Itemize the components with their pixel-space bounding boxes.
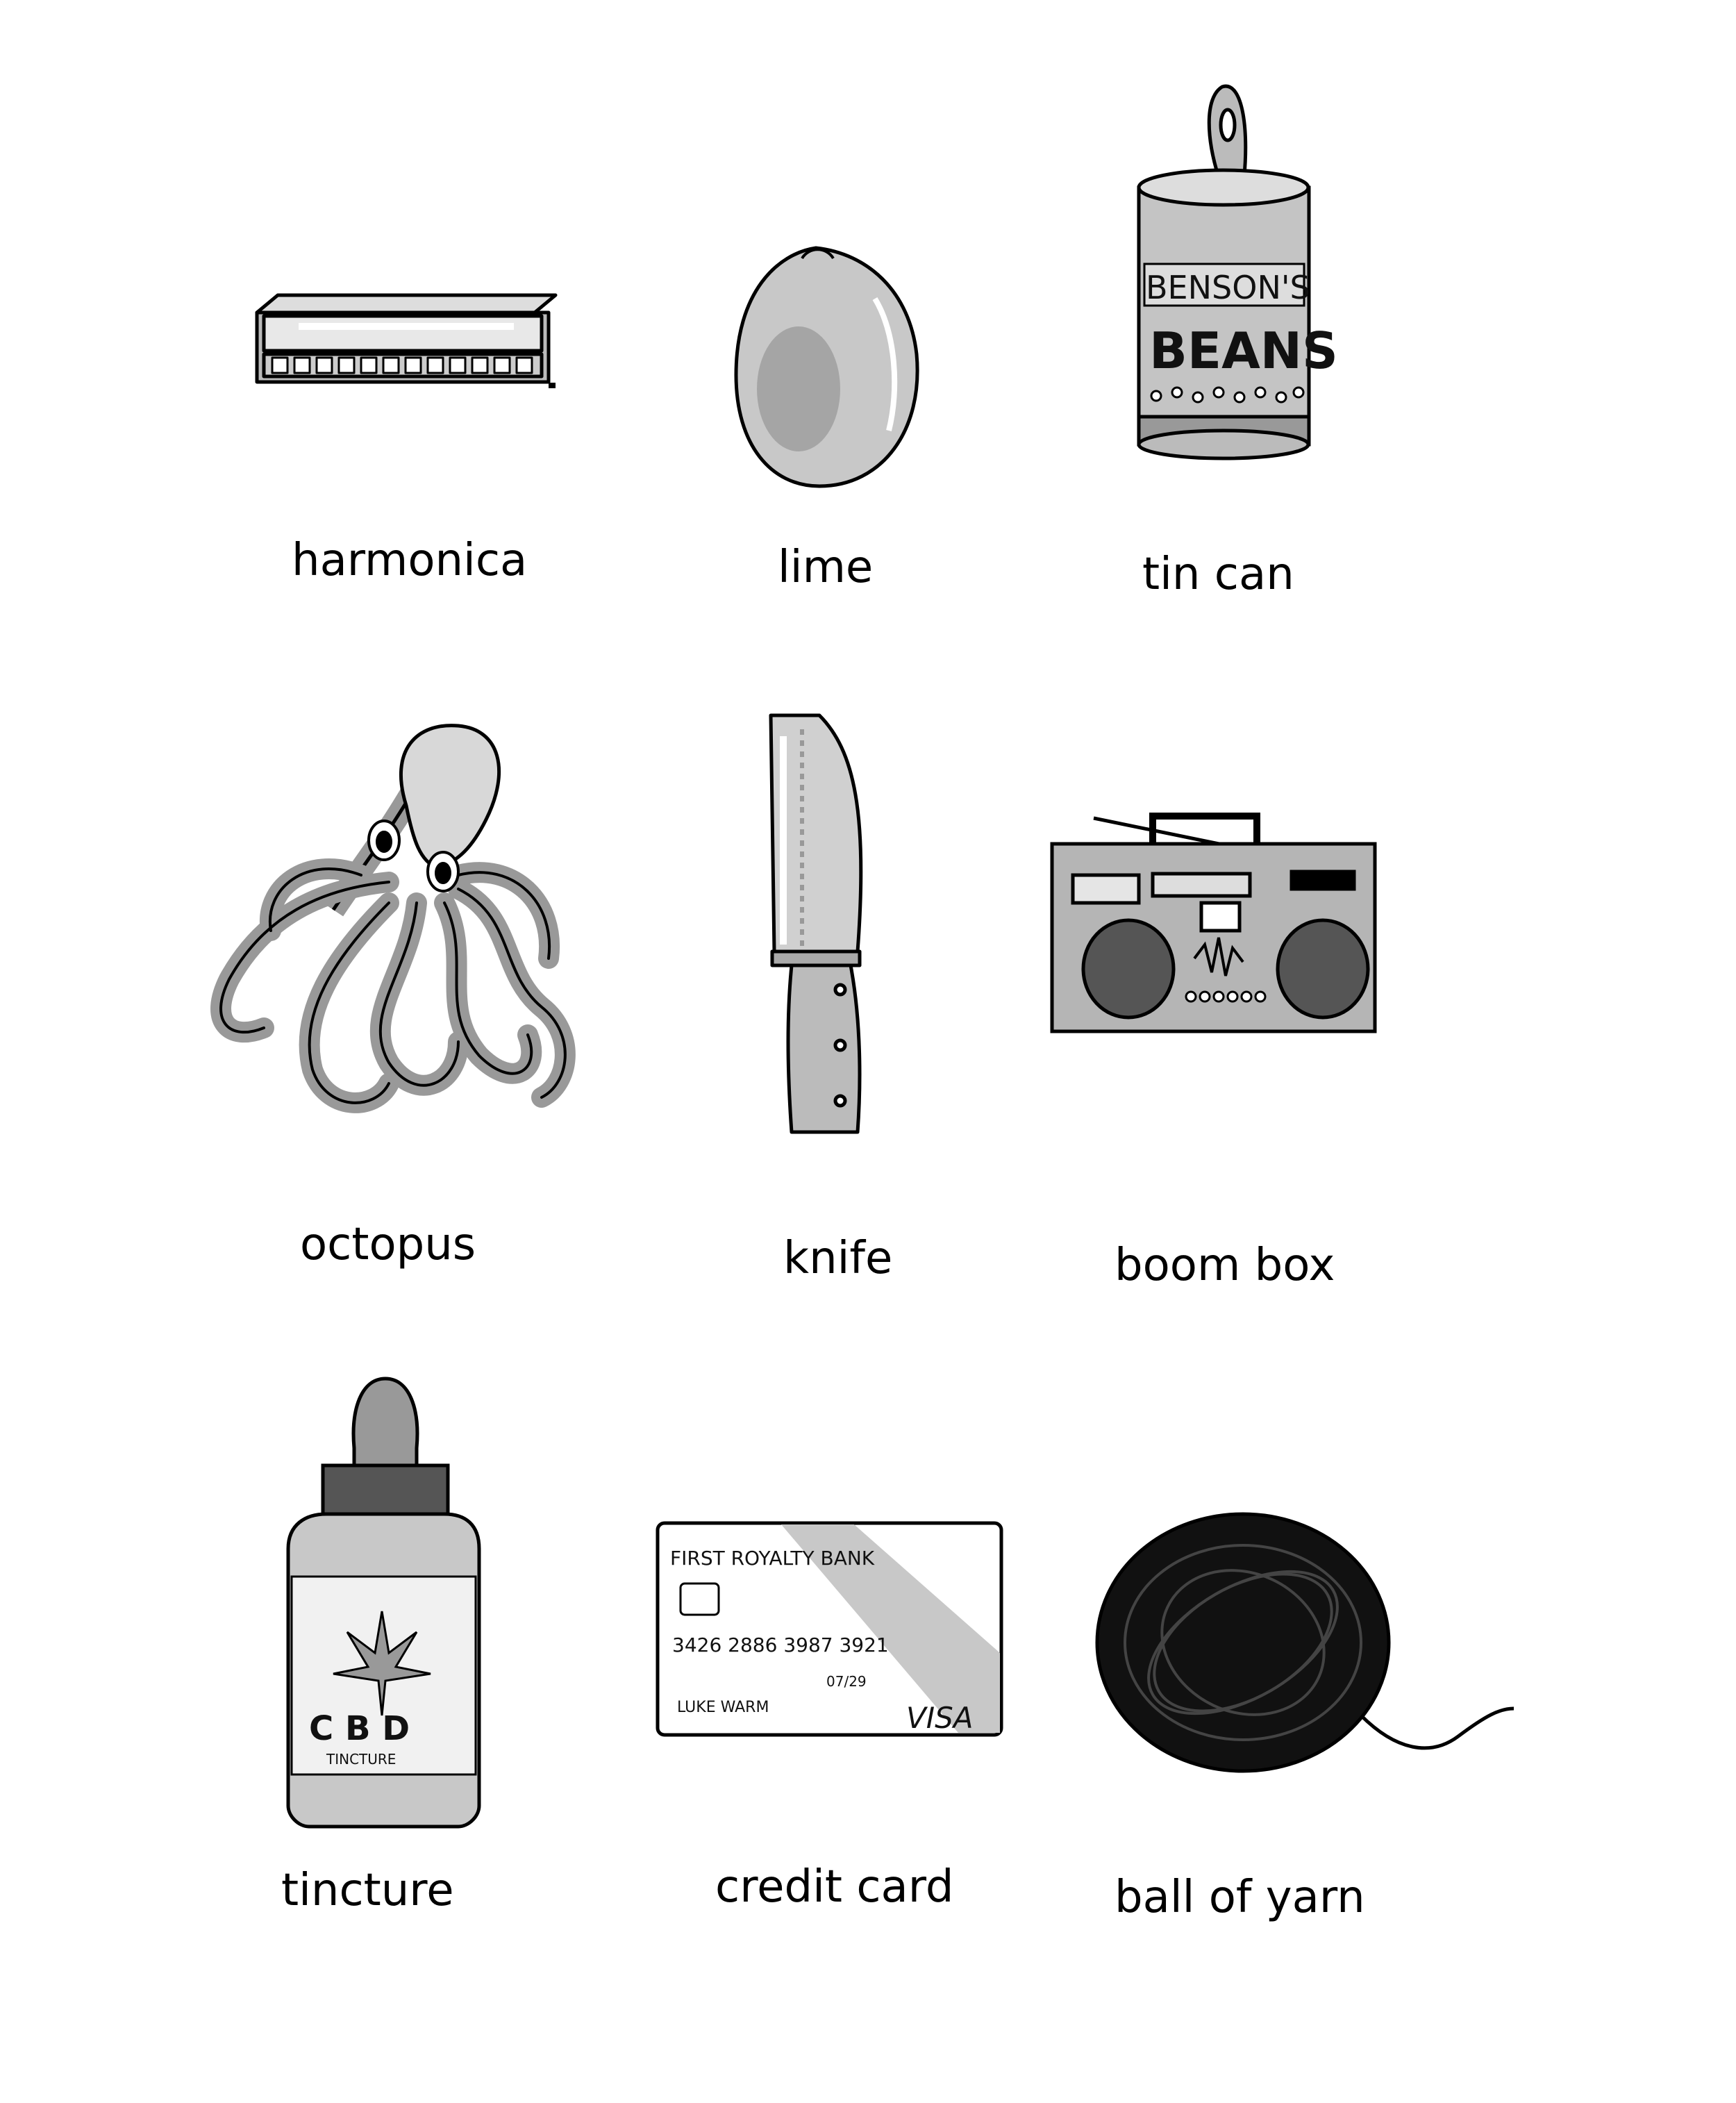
item-label-lime: lime	[778, 542, 874, 593]
can-label-beans: BEANS	[1149, 322, 1338, 380]
item-label-knife: knife	[783, 1233, 893, 1284]
card-network-logo: VISA	[906, 1701, 974, 1735]
item-label-tincture: tincture	[281, 1865, 454, 1916]
tincture-sub-text: TINCTURE	[326, 1751, 397, 1768]
item-label-boom-box: boom box	[1115, 1240, 1335, 1291]
card-bank-name: FIRST ROYALTY BANK	[670, 1547, 875, 1570]
card-number: 3426 2886 3987 3921	[672, 1634, 889, 1656]
card-holder-name: LUKE WARM	[677, 1699, 769, 1716]
card-expiry: 07/29	[826, 1673, 867, 1690]
tincture-cbd-text: C B D	[309, 1709, 410, 1748]
item-label-credit-card: credit card	[715, 1861, 954, 1913]
item-label-ball-of-yarn: ball of yarn	[1115, 1872, 1365, 1923]
can-label-benson: BENSON'S	[1146, 269, 1310, 306]
item-label-harmonica: harmonica	[292, 535, 528, 586]
item-label-octopus: octopus	[300, 1219, 476, 1270]
item-label-tin-can: tin can	[1142, 549, 1294, 600]
